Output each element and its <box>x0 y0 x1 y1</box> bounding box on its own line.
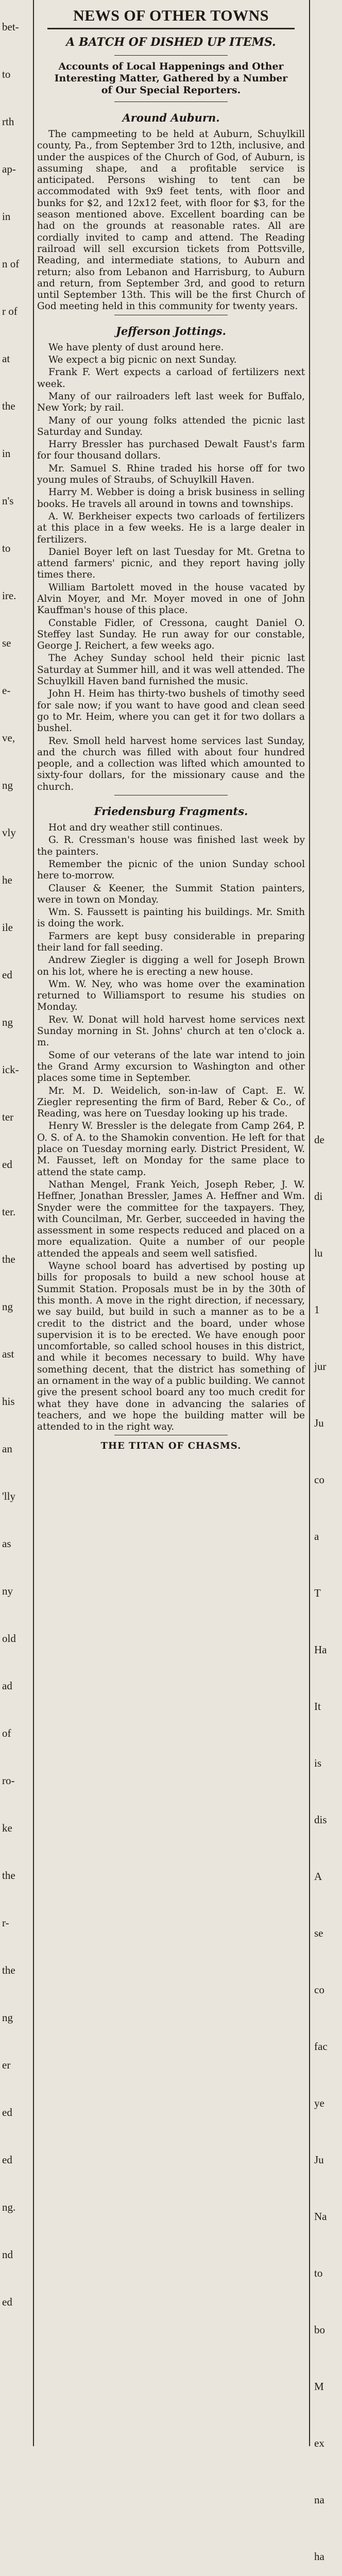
margin-fragment: ng <box>2 1300 13 1313</box>
margin-fragment: dis <box>314 1814 327 1826</box>
margin-fragment: ha <box>314 2550 324 2563</box>
margin-fragment: ick- <box>2 1063 19 1076</box>
margin-fragment: Ju <box>314 1417 324 1429</box>
margin-fragment: n of <box>2 258 20 270</box>
margin-fragment: ed <box>2 969 12 981</box>
paragraph: Frank F. Wert expects a carload of fertilizers next week. <box>37 367 305 389</box>
margin-fragment: as <box>2 1537 11 1550</box>
margin-fragment: ter <box>2 1111 14 1123</box>
section-title: Jefferson Jottings. <box>116 324 226 337</box>
paragraph: We have plenty of dust around here. <box>48 342 224 353</box>
margin-fragment: di <box>314 1190 323 1202</box>
margin-fragment: er <box>2 2059 11 2071</box>
margin-fragment: lu <box>314 1247 323 1259</box>
adjacent-column-left <box>0 0 34 2446</box>
margin-fragment: ter. <box>2 1206 16 1218</box>
rule-divider <box>114 101 228 102</box>
next-article-title: THE TITAN OF CHASMS. <box>100 1440 242 1452</box>
paragraph: The Achey Sunday school held their picnic last Saturday at Summer hill, and it was well attended. The Schuylkill Haven band furnished the music. <box>37 653 305 687</box>
paragraph: Andrew Ziegler is digging a well for Joseph Brown on his lot, where he is erecting a new house. <box>37 955 305 977</box>
paragraph: Wm. S. Faussett is painting his buildings. Mr. Smith is doing the work. <box>37 907 305 929</box>
margin-fragment: r- <box>2 1917 9 1929</box>
paragraph: Wm. W. Ney, who was home over the examination returned to Williamsport to resume his studies on Monday. <box>37 978 305 1013</box>
margin-fragment: co <box>314 1984 324 1996</box>
section-friedensburg <box>37 805 305 1433</box>
margin-fragment: ng. <box>2 2201 16 2213</box>
paragraph: We expect a big picnic on next Sunday. <box>48 354 237 366</box>
paragraph: William Bartolett moved in the house vacated by Alvin Moyer, and Mr. Moyer moved in one of John Kauffman's house of this place. <box>37 582 305 616</box>
subhead: A BATCH OF DISHED UP ITEMS. <box>66 36 276 49</box>
margin-fragment: ed <box>2 2106 12 2119</box>
deck: Accounts of Local Happenings and Other Interesting Matter, Gathered by a Number of Our Special Reporters. <box>54 61 288 96</box>
margin-fragment: to <box>314 2267 323 2279</box>
paragraph: Rev. W. Donat will hold harvest home services next Sunday morning in St. Johns' church at ten o'clock a. m. <box>37 1014 305 1048</box>
margin-fragment: bet- <box>2 21 19 33</box>
margin-fragment: Ha <box>314 1643 327 1656</box>
margin-fragment: the <box>2 400 15 412</box>
adjacent-column-right <box>309 0 342 2563</box>
rule-divider <box>114 55 228 56</box>
paragraph: Mr. Samuel S. Rhine traded his horse off for two young mules of Straubs, of Schuylkill Haven. <box>37 463 305 486</box>
margin-fragment: bo <box>314 2324 325 2336</box>
paragraph: Remember the picnic of the union Sunday school here to-morrow. <box>37 858 305 882</box>
paragraph: Harry Bressler has purchased Dewalt Faust's farm for four thousand dollars. <box>37 439 305 462</box>
margin-fragment: jur <box>314 1360 327 1372</box>
paragraph: Clauser & Keener, the Summit Station painters, were in town on Monday. <box>37 883 305 905</box>
margin-fragment: co <box>314 1473 324 1486</box>
margin-fragment: Ju <box>314 2154 324 2166</box>
margin-fragment: ng <box>2 779 13 791</box>
margin-fragment: e- <box>2 684 11 697</box>
margin-fragment: ile <box>2 921 13 934</box>
margin-fragment: ro- <box>2 1774 15 1787</box>
margin-fragment: in <box>2 447 11 460</box>
paragraph: Hot and dry weather still continues. <box>48 822 223 834</box>
margin-fragment: ng <box>2 1016 13 1028</box>
margin-fragment: T <box>314 1587 321 1599</box>
margin-fragment: to <box>2 68 11 80</box>
margin-fragment: ng <box>2 2011 13 2024</box>
paragraph: Farmers are kept busy considerable in preparing their land for fall seeding. <box>37 930 305 953</box>
margin-fragment: ed <box>2 2154 12 2166</box>
paragraph: Many of our young folks attended the picnic last Saturday and Sunday. <box>37 415 305 437</box>
margin-fragment: ke <box>2 1822 12 1834</box>
margin-fragment: n's <box>2 495 14 507</box>
section-auburn <box>37 111 305 313</box>
section-title: Around Auburn. <box>122 111 220 124</box>
margin-fragment: ap- <box>2 163 16 175</box>
margin-fragment: ye <box>314 2097 324 2109</box>
margin-fragment: old <box>2 1632 16 1645</box>
margin-fragment: ed <box>2 1158 12 1171</box>
margin-fragment: It <box>314 1700 321 1713</box>
paragraph: Rev. Smoll held harvest home services last Sunday, and the church was filled with about four hundred people, and a collection was lifted which amounted to sixty-four dollars, for the missionary cause and the church. <box>37 735 305 792</box>
paragraph: Harry M. Webber is doing a brisk business in selling books. He travels all around in towns and townships. <box>37 487 305 510</box>
paragraph: Henry W. Bressler is the delegate from Camp 264, P. O. S. of A. to the Shamokin convention. He left for that place on Tuesday morning early. District President, W. M. Fausset, left on Monday for the same place to attend the state camp. <box>37 1121 305 1178</box>
margin-fragment: r of <box>2 305 18 317</box>
paragraph: Daniel Boyer left on last Tuesday for Mt. Gretna to attend farmers' picnic, and they report having jolly times there. <box>37 546 305 581</box>
margin-fragment: is <box>314 1757 322 1769</box>
margin-fragment: ed <box>2 2296 12 2308</box>
margin-fragment: 'lly <box>2 1490 15 1502</box>
margin-fragment: ny <box>2 1585 13 1597</box>
margin-fragment: the <box>2 1253 15 1265</box>
rule-divider <box>47 28 295 29</box>
margin-fragment: a <box>314 1530 319 1543</box>
margin-fragment: de <box>314 1133 324 1146</box>
article-column <box>37 0 305 2446</box>
margin-fragment: A <box>314 1870 322 1883</box>
paragraph: Constable Fidler, of Cressona, caught Daniel O. Steffey last Sunday. He run away for our constable, George J. Reichert, a few weeks ago. <box>37 617 305 652</box>
paragraph: John H. Heim has thirty-two bushels of timothy seed for sale now; if you want to have good and clean seed go to Mr. Heim, where you can get it for two dollars a bushel. <box>37 688 305 734</box>
paragraph: G. R. Cressman's house was finished last week by the painters. <box>37 835 305 857</box>
margin-fragment: M <box>314 2380 324 2393</box>
margin-fragment: na <box>314 2494 324 2506</box>
margin-fragment: his <box>2 1395 15 1408</box>
margin-fragment: ire. <box>2 589 16 602</box>
paragraph: Nathan Mengel, Frank Yeich, Joseph Reber, J. W. Heffner, Jonathan Bressler, James A. Heffner and Wm. Snyder were the committee for the taxpayers. They, with Councilman, Mr. Gerber, succeeded in having the assessment in some respects reduced and placed on a more equalization. Quite a number of our people attended the appeals and seem well satisfied. <box>37 1179 305 1259</box>
paragraph: Mr. M. D. Weidelich, son-in-law of Capt. E. W. Ziegler representing the firm of Bard, Reber & Co., of Reading, was here on Tuesday looking up his trade. <box>37 1085 305 1120</box>
margin-fragment: Na <box>314 2210 327 2223</box>
paragraph: Wayne school board has advertised by posting up bills for proposals to build a new school house at Summit Station. Proposals must be in by the 30th of this month. A move in the right direction, if necessary, we say build, but build in such a manner as to be a credit to the district and the board, under whose supervision it is to be erected. We have enough poor uncomfortable, so called school houses in this district, and while it becomes necessary to build. Why have something decent, that the district has something of an ornament in the way of a public building. We cannot give the present school board any too much credit for what they have done in advancing the salaries of teachers, and we hope the building matter will be attended to in the right way. <box>37 1261 305 1433</box>
paragraph: A. W. Berkheiser expects two carloads of fertilizers at this place in a few weeks. He is a large dealer in fertilizers. <box>37 511 305 545</box>
margin-fragment: in <box>2 210 11 223</box>
paragraph: The campmeeting to be held at Auburn, Schuylkill county, Pa., from September 3rd to 12th, inclusive, and under the auspices of the Church of God, of Auburn, is assuming shape, and a profitable service is anticipated. Persons wishing to tent can be accommodated with 9x9 feet tents, with floor and bunks for $2, and 12x12 feet, with floor for $3, for the season mentioned above. Excellent boarding can be had on the grounds at reasonable rates. All are cordially invited to camp and attend. The Reading railroad will sell excursion tickets from Pottsville, Reading, and intermediate stations, to Auburn and return; also from Lebanon and Harrisburg, to Auburn and return, from September 3rd, and good to return until September 13th. This will be the first Church of God meeting held in this community for twenty years. <box>37 129 305 312</box>
margin-fragment: ad <box>2 1680 12 1692</box>
margin-fragment: he <box>2 874 12 886</box>
section-jefferson <box>37 325 305 793</box>
margin-fragment: to <box>2 542 11 554</box>
margin-fragment: the <box>2 1869 15 1882</box>
margin-fragment: ast <box>2 1348 14 1360</box>
margin-fragment: the <box>2 1964 15 1976</box>
margin-fragment: fac <box>314 2040 328 2053</box>
margin-fragment: an <box>2 1443 12 1455</box>
margin-fragment: ve, <box>2 732 15 744</box>
margin-fragment: se <box>2 637 11 649</box>
paragraph: Some of our veterans of the late war intend to join the Grand Army excursion to Washington and other places some time in September. <box>37 1049 305 1084</box>
margin-fragment: se <box>314 1927 323 1939</box>
margin-fragment: ex <box>314 2437 324 2449</box>
margin-fragment: 1 <box>314 1303 320 1316</box>
margin-fragment: nd <box>2 2248 13 2261</box>
margin-fragment: vly <box>2 826 16 839</box>
margin-fragment: at <box>2 352 10 365</box>
section-title: Friedensburg Fragments. <box>94 805 248 818</box>
margin-fragment: of <box>2 1727 11 1739</box>
margin-fragment: rth <box>2 115 14 128</box>
paragraph: Many of our railroaders left last week for Buffalo, New York; by rail. <box>37 391 305 414</box>
headline: NEWS OF OTHER TOWNS <box>73 7 269 24</box>
